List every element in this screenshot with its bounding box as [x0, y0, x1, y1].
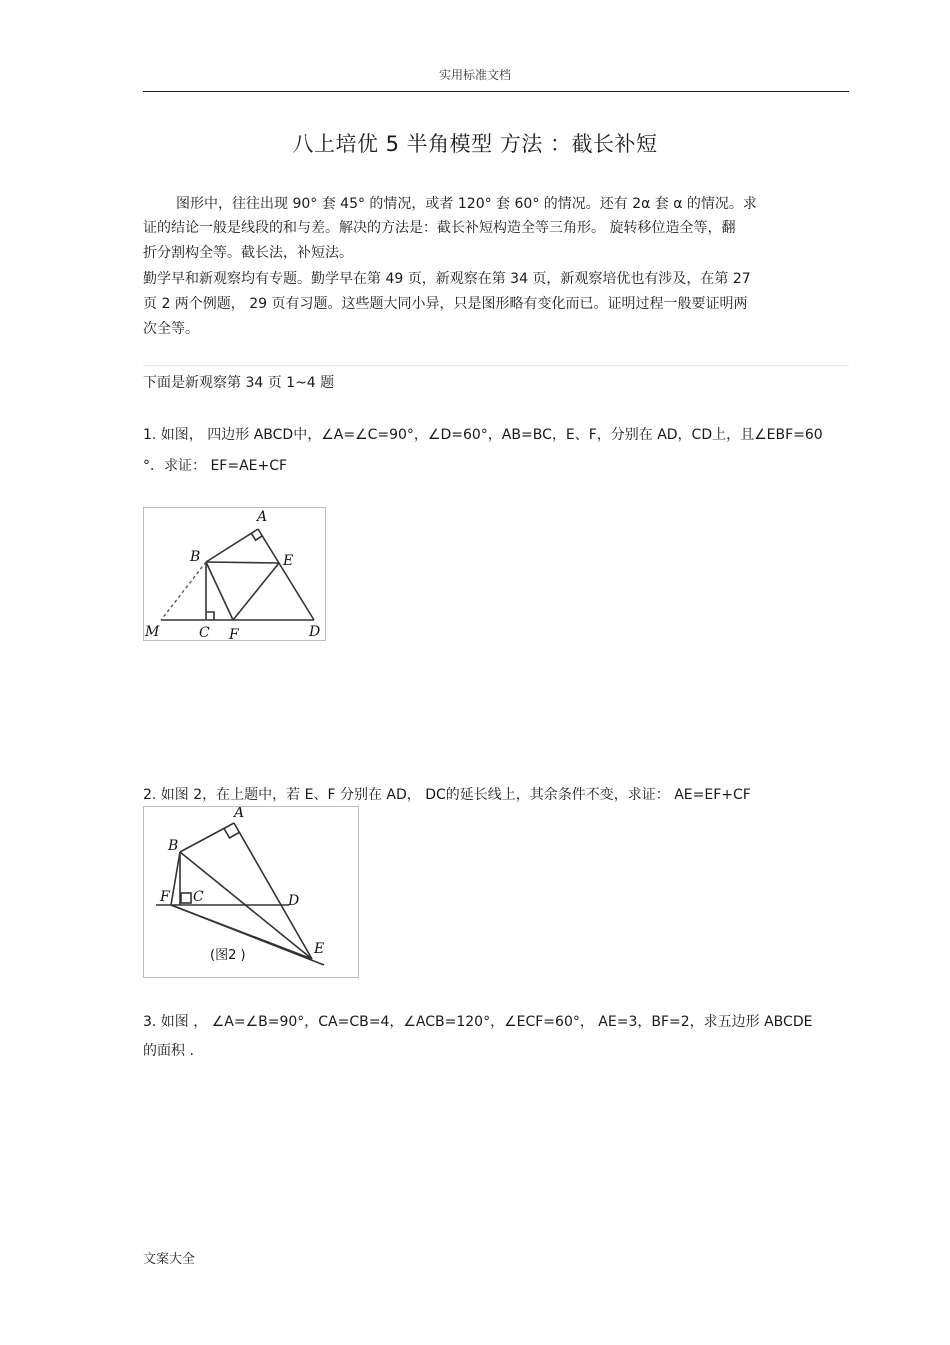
segment-bf [171, 852, 180, 905]
page-footer: 文案大全 [143, 1252, 196, 1267]
problem-3-line-1: 3. 如图 ， ∠A=∠B=90°，CA=CB=4，∠ACB=120°，∠ECF=60°， AE=3，BF=2，求五边形 ABCDE [143, 1014, 813, 1030]
label-b: B [190, 549, 201, 565]
label-a: A [257, 509, 268, 525]
dashed-bm [161, 562, 206, 620]
document-title: 八上培优 5 半角模型 方法 ：截长补短 [292, 132, 658, 156]
intro-line-6: 次全等。 [143, 321, 199, 337]
right-angle-c [206, 612, 214, 620]
figure-2-caption: (图2 ) [210, 948, 246, 963]
intro-line-2: 证的结论一般是线段的和与差。解决的方法是：截长补短构造全等三角形。 旋转移位造全等，翻 [143, 220, 736, 236]
segment-ae [234, 823, 312, 959]
label-b: B [168, 838, 179, 854]
label-c: C [193, 889, 204, 905]
label-d: D [288, 893, 300, 909]
problem-1-line-1: 1. 如图， 四边形 ABCD中，∠A=∠C=90°，∠D=60°，AB=BC，E、F，分别在 AD，CD上，且∠EBF=60 [143, 427, 823, 443]
problem-2-line-1: 2. 如图 2，在上题中，若 E、F 分别在 AD， DC的延长线上，其余条件不变，求证： AE=EF+CF [143, 787, 751, 803]
figure-2 [143, 806, 359, 978]
intro-line-5: 页 2 两个例题， 29 页有习题。这些题大同小异，只是图形略有变化而已。证明过程一般要证明两 [143, 296, 748, 312]
problem-3-line-2: 的面积 . [143, 1043, 194, 1059]
right-angle-c [181, 893, 191, 903]
label-d: D [309, 624, 321, 640]
segment-ba [206, 529, 258, 562]
label-e: E [283, 553, 294, 569]
segment-ad [258, 529, 314, 620]
section-divider [143, 365, 849, 366]
header-rule [143, 91, 849, 92]
label-m: M [145, 624, 160, 640]
label-a: A [234, 807, 245, 821]
segment-ef [233, 563, 279, 620]
segment-ba [180, 823, 234, 852]
figure-2-diagram [144, 807, 358, 977]
extension-line [171, 905, 324, 965]
figure-1-diagram [144, 508, 325, 640]
figure-1 [143, 507, 326, 641]
right-angle-a [224, 828, 239, 838]
label-f: F [160, 889, 170, 905]
page-header: 实用标准文档 [438, 68, 511, 82]
label-c: C [199, 625, 210, 640]
intro-line-1: 图形中，往往出现 90° 套 45° 的情况，或者 120° 套 60° 的情况。还有 2α 套 α 的情况。求 [176, 196, 757, 212]
section-title: 下面是新观察第 34 页 1~4 题 [143, 375, 335, 391]
intro-line-3: 折分割构全等。截长法，补短法。 [143, 245, 353, 261]
label-f: F [229, 627, 239, 640]
segment-be [206, 562, 279, 563]
intro-line-4: 勤学早和新观察均有专题。勤学早在第 49 页，新观察在第 34 页，新观察培优也有涉及，在第 27 [143, 271, 751, 287]
problem-1-line-2: °．求证： EF=AE+CF [143, 458, 288, 474]
label-e: E [314, 941, 325, 957]
